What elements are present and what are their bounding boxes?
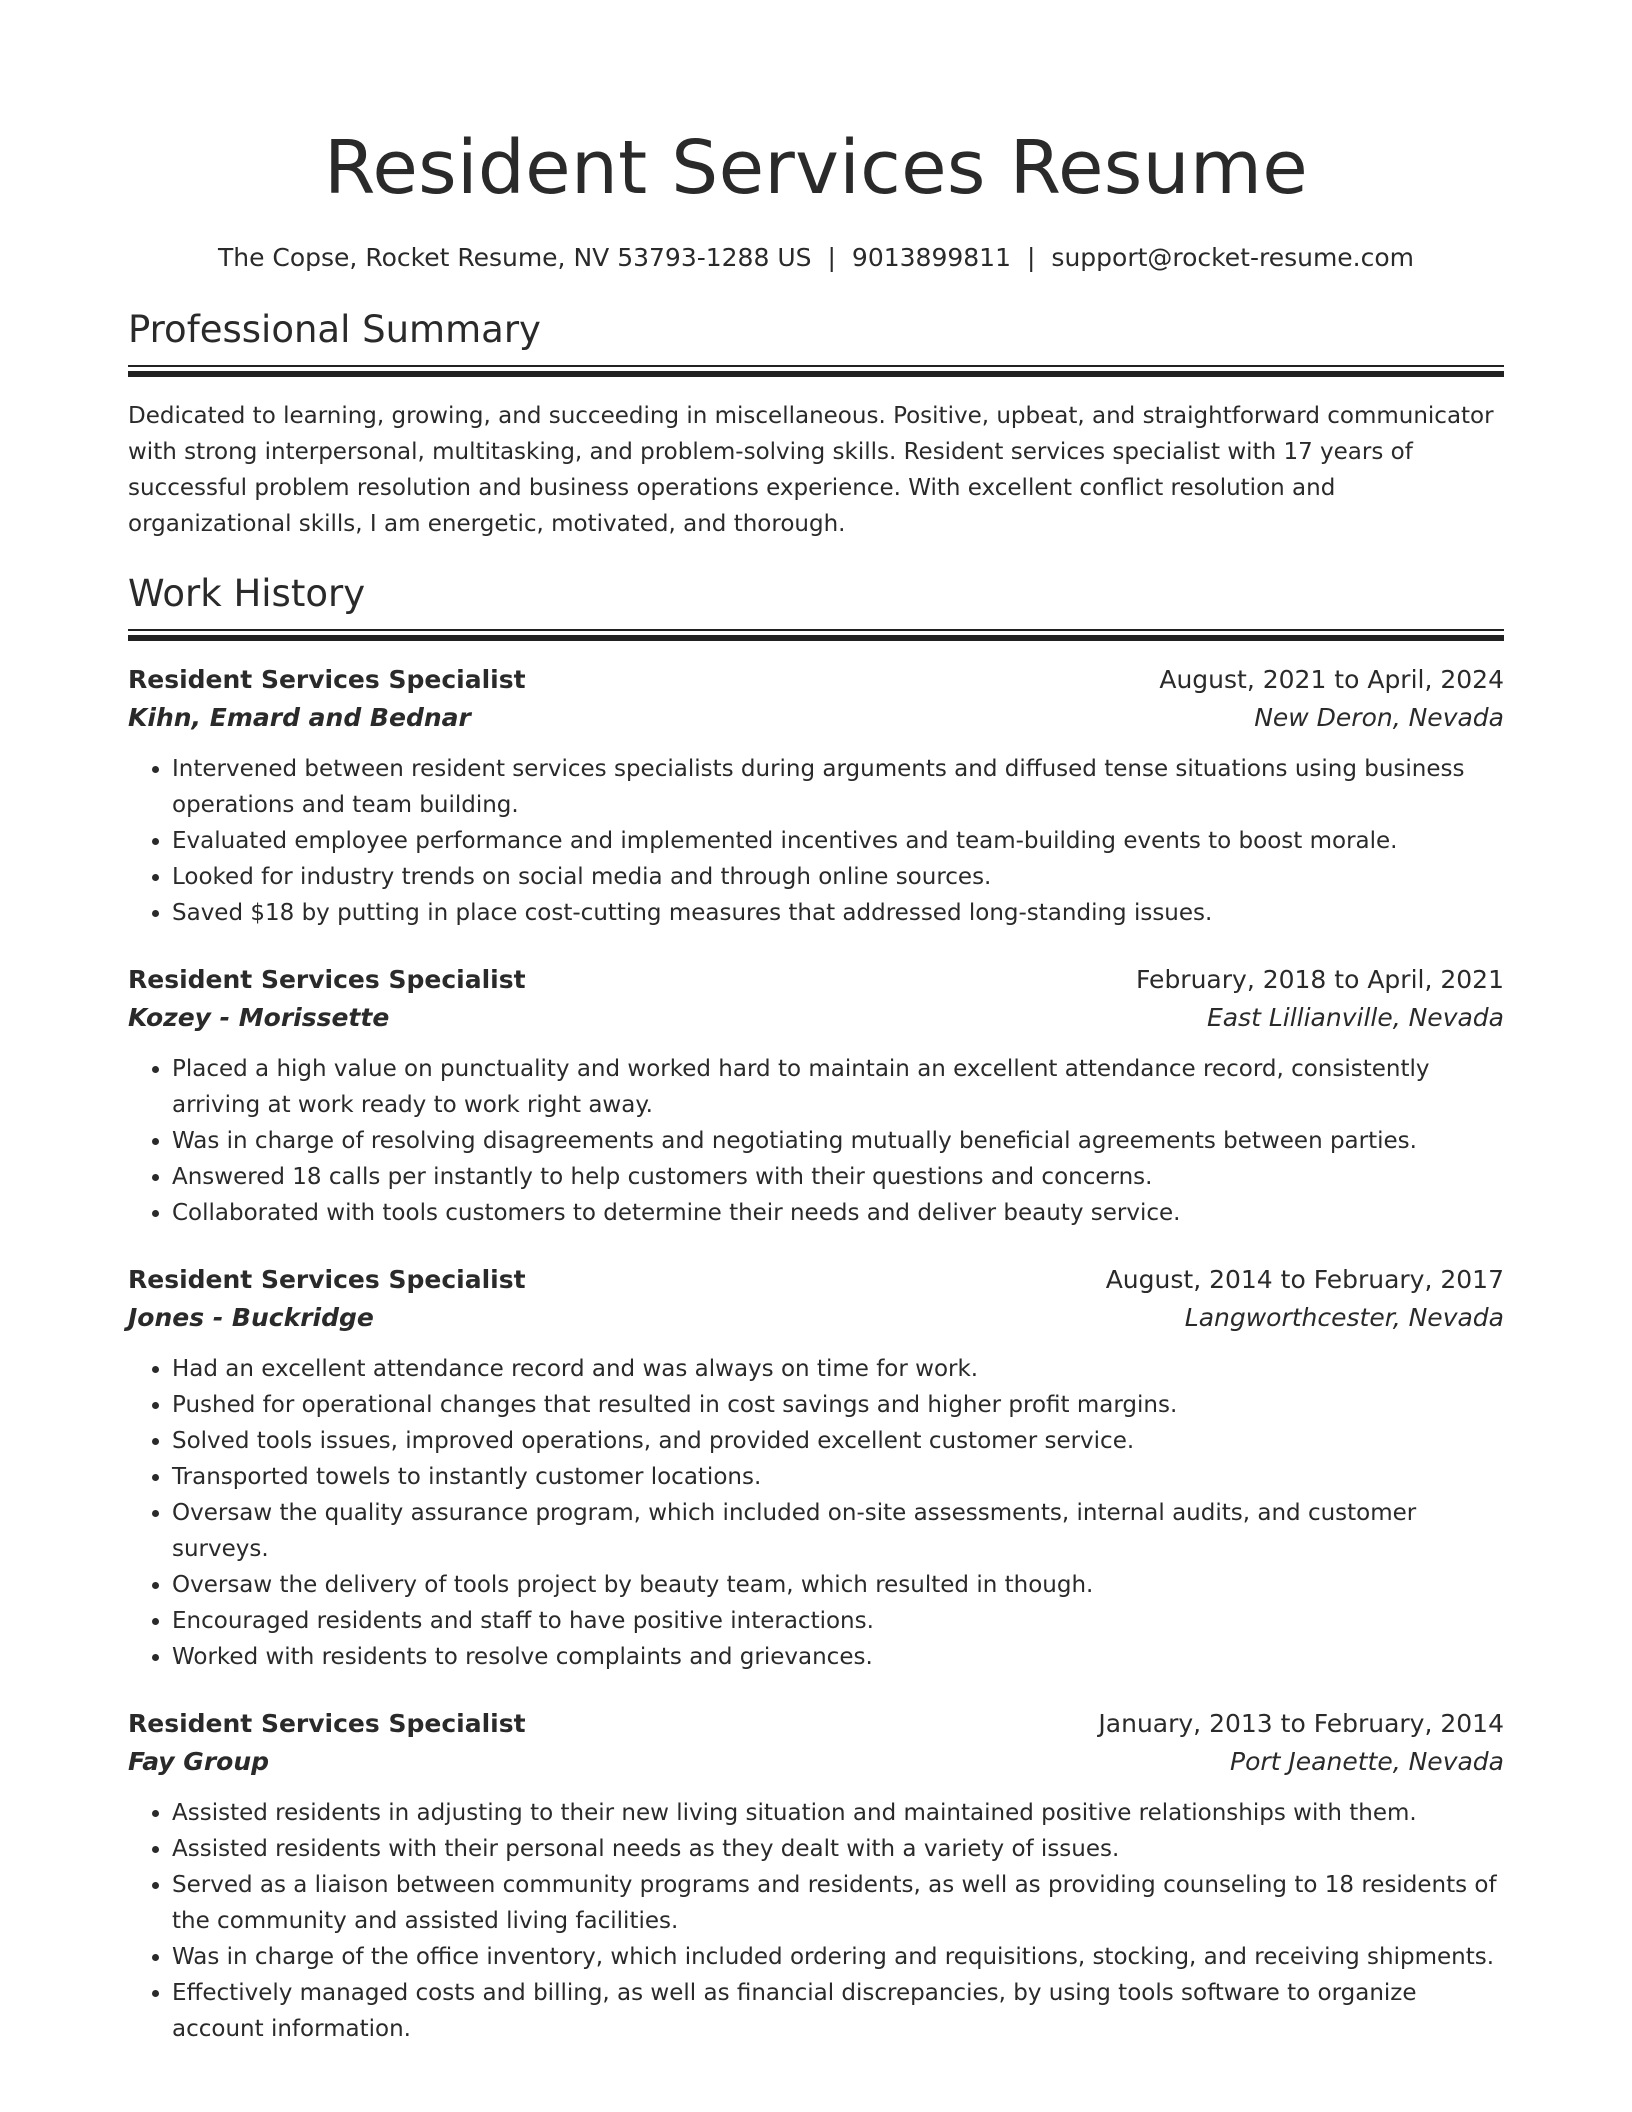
job-location: Port Jeanette, Nevada bbox=[1230, 1747, 1504, 1776]
resume-title: Resident Services Resume bbox=[323, 125, 1309, 211]
job-bullet: • Oversaw the quality assurance program, which included on-site assessments, internal audits, and customer surveys. bbox=[172, 1495, 1504, 1567]
job-bullet: • Pushed for operational changes that resulted in cost savings and higher profit margins. bbox=[172, 1387, 1504, 1423]
job-entry bbox=[128, 1705, 1504, 2047]
job-header-row bbox=[128, 1261, 1504, 1299]
job-location: Langworthcester, Nevada bbox=[1184, 1303, 1504, 1332]
contact-line bbox=[128, 240, 1504, 276]
job-entry bbox=[128, 1261, 1504, 1675]
job-dates: January, 2013 to February, 2014 bbox=[1098, 1709, 1504, 1738]
job-bullet: • Worked with residents to resolve complaints and grievances. bbox=[172, 1639, 1504, 1675]
job-bullet-list bbox=[128, 751, 1504, 931]
job-company-row bbox=[128, 1299, 1504, 1337]
job-bullet: • Evaluated employee performance and implemented incentives and team-building events to boost morale. bbox=[172, 823, 1504, 859]
job-bullet: • Oversaw the delivery of tools project by beauty team, which resulted in though. bbox=[172, 1567, 1504, 1603]
job-bullet: • Had an excellent attendance record and was always on time for work. bbox=[172, 1351, 1504, 1387]
contact-email: support@rocket-resume.com bbox=[1051, 243, 1415, 272]
job-bullet: • Placed a high value on punctuality and worked hard to maintain an excellent attendance record, consistently arriving at work ready to work right away. bbox=[172, 1051, 1504, 1123]
summary-section bbox=[128, 306, 1504, 542]
job-bullet: • Assisted residents in adjusting to their new living situation and maintained positive relationships with them. bbox=[172, 1795, 1504, 1831]
job-dates: August, 2021 to April, 2024 bbox=[1159, 665, 1504, 694]
job-title: Resident Services Specialist bbox=[128, 1265, 526, 1294]
job-bullet: • Answered 18 calls per instantly to help customers with their questions and concerns. bbox=[172, 1159, 1504, 1195]
job-bullet: • Transported towels to instantly customer locations. bbox=[172, 1459, 1504, 1495]
contact-separator: | bbox=[1026, 243, 1036, 272]
job-company-row bbox=[128, 699, 1504, 737]
contact-phone: 9013899811 bbox=[851, 243, 1011, 272]
section-title-summary: Professional Summary bbox=[128, 308, 541, 351]
job-bullet: • Looked for industry trends on social media and through online sources. bbox=[172, 859, 1504, 895]
job-bullet: • Saved $18 by putting in place cost-cutting measures that addressed long-standing issues. bbox=[172, 895, 1504, 931]
job-location: New Deron, Nevada bbox=[1254, 703, 1504, 732]
job-bullet: • Effectively managed costs and billing, as well as financial discrepancies, by using tools software to organize account information. bbox=[172, 1975, 1504, 2047]
job-header-row bbox=[128, 1705, 1504, 1743]
job-bullet: • Collaborated with tools customers to determine their needs and deliver beauty service. bbox=[172, 1195, 1504, 1231]
section-divider bbox=[128, 365, 1504, 367]
job-location: East Lillianville, Nevada bbox=[1206, 1003, 1504, 1032]
job-bullet: • Intervened between resident services specialists during arguments and diffused tense situations using business operations and team building. bbox=[172, 751, 1504, 823]
job-company: Fay Group bbox=[128, 1747, 270, 1776]
job-bullet: • Was in charge of the office inventory, which included ordering and requisitions, stocking, and receiving shipments. bbox=[172, 1939, 1504, 1975]
job-bullet: • Solved tools issues, improved operations, and provided excellent customer service. bbox=[172, 1423, 1504, 1459]
job-bullet: • Assisted residents with their personal needs as they dealt with a variety of issues. bbox=[172, 1831, 1504, 1867]
job-bullet: • Was in charge of resolving disagreements and negotiating mutually beneficial agreements between parties. bbox=[172, 1123, 1504, 1159]
job-title: Resident Services Specialist bbox=[128, 1709, 526, 1738]
job-company-row bbox=[128, 999, 1504, 1037]
job-company-row bbox=[128, 1743, 1504, 1781]
work-history-section bbox=[128, 570, 1504, 2047]
job-company: Kozey - Morissette bbox=[128, 1003, 390, 1032]
job-company: Jones - Buckridge bbox=[128, 1303, 374, 1332]
job-dates: February, 2018 to April, 2021 bbox=[1136, 965, 1504, 994]
job-company: Kihn, Emard and Bednar bbox=[128, 703, 471, 732]
contact-address: The Copse, Rocket Resume, NV 53793-1288 US bbox=[217, 243, 812, 272]
job-title: Resident Services Specialist bbox=[128, 965, 526, 994]
summary-text: Dedicated to learning, growing, and succeeding in miscellaneous. Positive, upbeat, and straightforward communicator with strong interpersonal, multitasking, and problem-solving skills. Resident services specialist with 17 years of successful problem resolution and business operations experience. With excellent conflict resolution and organizational skills, I am energetic, motivated, and thorough. bbox=[128, 403, 1494, 537]
job-dates: August, 2014 to February, 2017 bbox=[1105, 1265, 1504, 1294]
job-list bbox=[128, 661, 1504, 2047]
job-header-row bbox=[128, 961, 1504, 999]
contact-separator: | bbox=[827, 243, 836, 272]
job-entry bbox=[128, 961, 1504, 1231]
job-header-row bbox=[128, 661, 1504, 699]
job-entry bbox=[128, 661, 1504, 931]
section-divider bbox=[128, 629, 1504, 631]
section-title-work-history: Work History bbox=[128, 572, 366, 615]
job-bullet: • Encouraged residents and staff to have positive interactions. bbox=[172, 1603, 1504, 1639]
job-bullet-list bbox=[128, 1351, 1504, 1675]
job-bullet: • Served as a liaison between community programs and residents, as well as providing counseling to 18 residents of the community and assisted living facilities. bbox=[172, 1867, 1504, 1939]
job-bullet-list bbox=[128, 1795, 1504, 2047]
job-title: Resident Services Specialist bbox=[128, 665, 526, 694]
job-bullet-list bbox=[128, 1051, 1504, 1231]
